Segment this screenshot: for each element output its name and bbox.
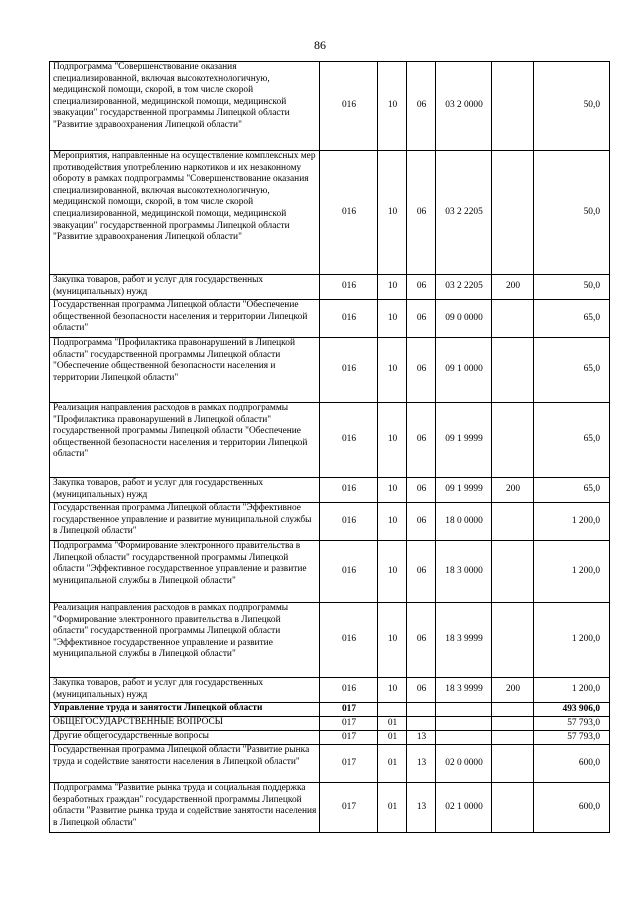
cell-name: Управление труда и занятости Липецкой области — [50, 703, 320, 717]
cell-name: Другие общегосударственные вопросы — [50, 731, 320, 745]
cell-subsection-code: 06 — [407, 151, 436, 275]
cell-name: Мероприятия, направленные на осуществление комплексных мер противодействия употреблению наркотиков и их незаконному обороту в рамках подпрограммы "Совершенствование оказания специализированной, включая высокотехнологичную, медицинской помощи, скорой, в том числе скорой специализированной, медицинской помощи, медицинской эвакуации" государственной программы Липецкой области "Развитие здравоохранения Липецкой области" — [50, 151, 320, 275]
cell-amount: 57 793,0 — [534, 717, 610, 731]
cell-ministry-code: 016 — [320, 151, 378, 275]
cell-expense-type: 200 — [492, 678, 534, 703]
table-row — [50, 300, 610, 338]
table-row — [50, 541, 610, 603]
cell-amount: 65,0 — [534, 338, 610, 403]
cell-expense-type — [492, 503, 534, 541]
cell-subsection-code: 13 — [407, 745, 436, 783]
cell-expense-type — [492, 703, 534, 717]
cell-section-code: 10 — [378, 300, 407, 338]
cell-name: Подпрограмма "Развитие рынка труда и социальная поддержка безработных граждан" государственной программы Липецкой области "Развитие рынка труда и содействие занятости населения в Липецкой области" — [50, 783, 320, 833]
cell-subsection-code — [407, 703, 436, 717]
cell-amount: 600,0 — [534, 783, 610, 833]
cell-name: Государственная программа Липецкой области "Обеспечение общественной безопасности населения и территории Липецкой области" — [50, 300, 320, 338]
cell-target-article: 09 0 0000 — [436, 300, 492, 338]
cell-section-code: 01 — [378, 745, 407, 783]
table-row — [50, 503, 610, 541]
cell-amount: 1 200,0 — [534, 541, 610, 603]
table-row — [50, 478, 610, 503]
cell-amount: 1 200,0 — [534, 603, 610, 678]
cell-expense-type: 200 — [492, 275, 534, 300]
cell-section-code: 01 — [378, 783, 407, 833]
cell-section-code: 10 — [378, 151, 407, 275]
cell-name: Подпрограмма "Формирование электронного правительства в Липецкой области" государственной программы Липецкой области "Эффективное государственное управление и развитие муниципальной службы в Липецкой области" — [50, 541, 320, 603]
cell-ministry-code: 017 — [320, 731, 378, 745]
cell-target-article: 18 3 0000 — [436, 541, 492, 603]
cell-name: Закупка товаров, работ и услуг для государственных (муниципальных) нужд — [50, 678, 320, 703]
cell-section-code: 01 — [378, 717, 407, 731]
cell-ministry-code: 016 — [320, 678, 378, 703]
table-row — [50, 338, 610, 403]
cell-target-article: 18 3 9999 — [436, 678, 492, 703]
cell-target-article: 02 0 0000 — [436, 745, 492, 783]
cell-target-article — [436, 703, 492, 717]
cell-expense-type — [492, 603, 534, 678]
cell-target-article: 09 1 9999 — [436, 478, 492, 503]
cell-amount: 65,0 — [534, 300, 610, 338]
cell-expense-type — [492, 541, 534, 603]
cell-amount: 1 200,0 — [534, 503, 610, 541]
cell-target-article: 03 2 0000 — [436, 62, 492, 151]
cell-amount: 65,0 — [534, 403, 610, 478]
table-row — [50, 403, 610, 478]
table-row — [50, 783, 610, 833]
cell-subsection-code — [407, 717, 436, 731]
cell-ministry-code: 016 — [320, 338, 378, 403]
budget-table — [49, 61, 610, 833]
table-row — [50, 151, 610, 275]
cell-amount: 50,0 — [534, 62, 610, 151]
table-row — [50, 62, 610, 151]
table-row — [50, 603, 610, 678]
cell-subsection-code: 06 — [407, 678, 436, 703]
cell-ministry-code: 017 — [320, 717, 378, 731]
cell-expense-type — [492, 62, 534, 151]
table-row — [50, 703, 610, 717]
cell-expense-type — [492, 717, 534, 731]
cell-ministry-code: 016 — [320, 603, 378, 678]
cell-name: Подпрограмма "Совершенствование оказания специализированной, включая высокотехнологичную, медицинской помощи, скорой, в том числе скорой специализированной, медицинской помощи, медицинской эвакуации" государственной программы Липецкой области "Развитие здравоохранения Липецкой области" — [50, 62, 320, 151]
cell-amount: 65,0 — [534, 478, 610, 503]
table-row — [50, 678, 610, 703]
cell-ministry-code: 017 — [320, 745, 378, 783]
cell-amount: 600,0 — [534, 745, 610, 783]
cell-name: Реализация направления расходов в рамках подпрограммы "Формирование электронного правительства в Липецкой области" государственной программы Липецкой области "Эффективное государственное управление и развитие муниципальной службы в Липецкой области" — [50, 603, 320, 678]
cell-section-code: 10 — [378, 678, 407, 703]
cell-section-code: 10 — [378, 338, 407, 403]
cell-amount: 50,0 — [534, 151, 610, 275]
table-row — [50, 275, 610, 300]
cell-subsection-code: 06 — [407, 338, 436, 403]
cell-subsection-code: 06 — [407, 603, 436, 678]
cell-name: ОБЩЕГОСУДАРСТВЕННЫЕ ВОПРОСЫ — [50, 717, 320, 731]
cell-name: Реализация направления расходов в рамках подпрограммы "Профилактика правонарушений в Липецкой области" государственной программы Липецкой области "Обеспечение общественной безопасности населения и территории Липецкой области" — [50, 403, 320, 478]
cell-section-code: 10 — [378, 403, 407, 478]
cell-section-code: 10 — [378, 478, 407, 503]
cell-target-article: 09 1 9999 — [436, 403, 492, 478]
cell-target-article: 03 2 2205 — [436, 151, 492, 275]
cell-name: Государственная программа Липецкой области "Эффективное государственное управление и развитие муниципальной службы в Липецкой области" — [50, 503, 320, 541]
cell-ministry-code: 016 — [320, 541, 378, 603]
cell-target-article: 02 1 0000 — [436, 783, 492, 833]
cell-expense-type — [492, 151, 534, 275]
cell-subsection-code: 13 — [407, 731, 436, 745]
cell-target-article: 18 0 0000 — [436, 503, 492, 541]
table-row — [50, 745, 610, 783]
cell-target-article — [436, 731, 492, 745]
cell-ministry-code: 016 — [320, 275, 378, 300]
table-row — [50, 731, 610, 745]
cell-expense-type — [492, 338, 534, 403]
cell-ministry-code: 016 — [320, 503, 378, 541]
cell-expense-type — [492, 300, 534, 338]
cell-subsection-code: 13 — [407, 783, 436, 833]
cell-ministry-code: 016 — [320, 403, 378, 478]
cell-subsection-code: 06 — [407, 62, 436, 151]
cell-ministry-code: 016 — [320, 478, 378, 503]
cell-subsection-code: 06 — [407, 541, 436, 603]
page-number: 86 — [314, 38, 326, 52]
cell-expense-type — [492, 403, 534, 478]
cell-section-code: 10 — [378, 603, 407, 678]
cell-expense-type — [492, 745, 534, 783]
table-row — [50, 717, 610, 731]
cell-subsection-code: 06 — [407, 403, 436, 478]
cell-amount: 493 906,0 — [534, 703, 610, 717]
cell-name: Подпрограмма "Профилактика правонарушений в Липецкой области" государственной программы Липецкой области "Обеспечение общественной безопасности населения и территории Липецкой области" — [50, 338, 320, 403]
cell-name: Закупка товаров, работ и услуг для государственных (муниципальных) нужд — [50, 478, 320, 503]
cell-expense-type — [492, 783, 534, 833]
cell-section-code: 10 — [378, 541, 407, 603]
table-body — [50, 62, 610, 833]
cell-amount: 50,0 — [534, 275, 610, 300]
cell-target-article: 18 3 9999 — [436, 603, 492, 678]
cell-name: Закупка товаров, работ и услуг для государственных (муниципальных) нужд — [50, 275, 320, 300]
cell-subsection-code: 06 — [407, 478, 436, 503]
cell-subsection-code: 06 — [407, 503, 436, 541]
cell-section-code: 10 — [378, 503, 407, 541]
cell-section-code: 10 — [378, 275, 407, 300]
cell-section-code: 01 — [378, 731, 407, 745]
cell-amount: 1 200,0 — [534, 678, 610, 703]
cell-expense-type — [492, 731, 534, 745]
cell-ministry-code: 017 — [320, 703, 378, 717]
cell-subsection-code: 06 — [407, 275, 436, 300]
cell-expense-type: 200 — [492, 478, 534, 503]
cell-target-article: 09 1 0000 — [436, 338, 492, 403]
cell-ministry-code: 017 — [320, 783, 378, 833]
cell-target-article: 03 2 2205 — [436, 275, 492, 300]
cell-target-article — [436, 717, 492, 731]
cell-section-code: 10 — [378, 62, 407, 151]
cell-amount: 57 793,0 — [534, 731, 610, 745]
cell-name: Государственная программа Липецкой области "Развитие рынка труда и содействие занятости населения в Липецкой области" — [50, 745, 320, 783]
cell-subsection-code: 06 — [407, 300, 436, 338]
cell-ministry-code: 016 — [320, 300, 378, 338]
cell-section-code — [378, 703, 407, 717]
cell-ministry-code: 016 — [320, 62, 378, 151]
